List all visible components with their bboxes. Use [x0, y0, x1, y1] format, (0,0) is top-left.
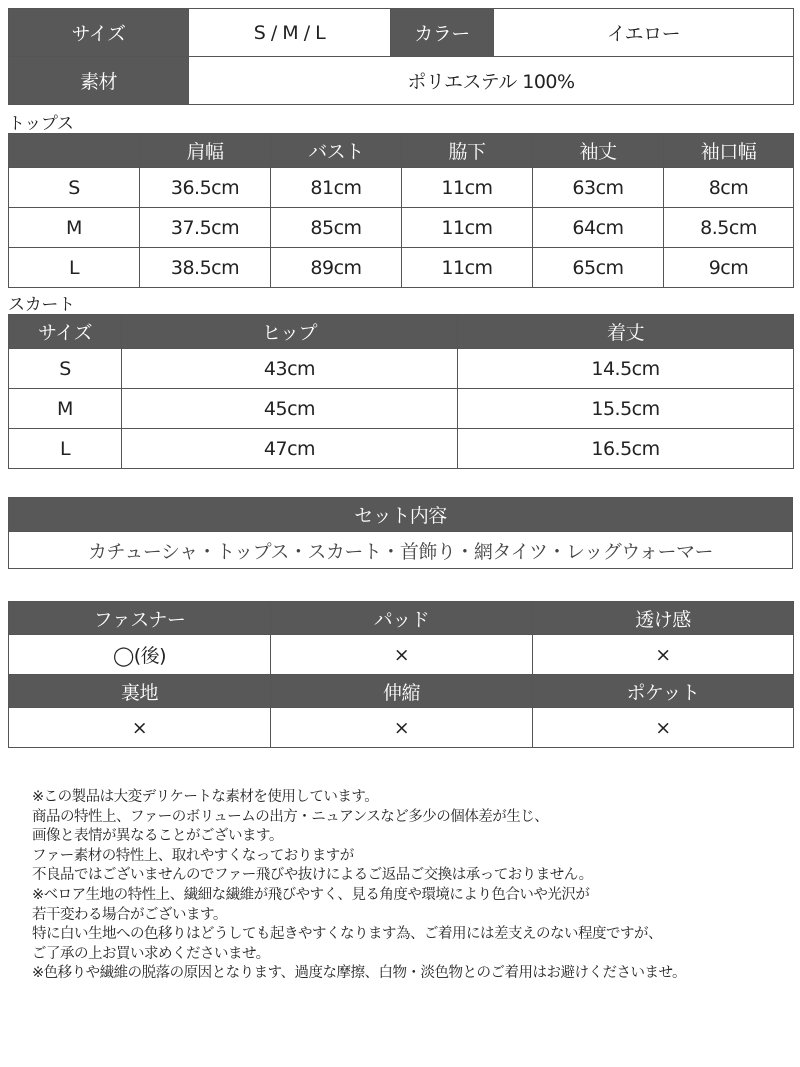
- table-cell: 8.5cm: [664, 208, 794, 248]
- table-cell: 81cm: [271, 168, 402, 208]
- table-row: [9, 349, 794, 389]
- sheerness-value: ×: [533, 635, 794, 675]
- pocket-value: ×: [533, 708, 794, 748]
- table-cell: L: [9, 429, 122, 469]
- pad-label: パッド: [271, 602, 533, 635]
- table-cell: 38.5cm: [140, 248, 271, 288]
- table-cell: 16.5cm: [458, 429, 794, 469]
- table-cell: S: [9, 349, 122, 389]
- zipper-label: ファスナー: [9, 602, 271, 635]
- care-notes: [32, 788, 792, 984]
- note-line: ファー素材の特性上、取れやすくなっておりますが: [32, 847, 354, 864]
- note-line: ※色移りや繊維の脱落の原因となります、過度な摩擦、白物・淡色物とのご着用はお避けくださいませ。: [32, 965, 687, 982]
- material-label: 素材: [9, 57, 189, 105]
- spec-table: [8, 8, 794, 105]
- table-cell: S: [9, 168, 140, 208]
- material-value: ポリエステル 100%: [189, 57, 794, 105]
- tops-header-size: [9, 134, 140, 168]
- tops-header-shoulder: 肩幅: [140, 134, 271, 168]
- size-label: サイズ: [9, 9, 189, 57]
- table-cell: 64cm: [533, 208, 664, 248]
- tops-header-cuff: 袖口幅: [664, 134, 794, 168]
- table-cell: M: [9, 208, 140, 248]
- table-cell: 47cm: [122, 429, 458, 469]
- table-cell: M: [9, 389, 122, 429]
- set-contents-header: セット内容: [9, 498, 793, 532]
- table-cell: 36.5cm: [140, 168, 271, 208]
- pocket-label: ポケット: [533, 675, 794, 708]
- skirt-header-hip: ヒップ: [122, 315, 458, 349]
- table-cell: 11cm: [402, 208, 533, 248]
- tops-header-underarm: 脇下: [402, 134, 533, 168]
- note-line: 商品の特性上、ファーのボリュームの出方・ニュアンスなど多少の個体差が生じ、: [32, 808, 549, 825]
- lining-value: ×: [9, 708, 271, 748]
- set-contents-table: [8, 497, 793, 569]
- table-row: [9, 168, 794, 208]
- table-cell: 37.5cm: [140, 208, 271, 248]
- table-cell: 11cm: [402, 168, 533, 208]
- tops-header-bust: バスト: [271, 134, 402, 168]
- stretch-value: ×: [271, 708, 533, 748]
- table-cell: 15.5cm: [458, 389, 794, 429]
- table-cell: 14.5cm: [458, 349, 794, 389]
- skirt-caption: スカート: [8, 295, 75, 315]
- tops-header-sleeve: 袖丈: [533, 134, 664, 168]
- table-cell: 65cm: [533, 248, 664, 288]
- table-cell: 11cm: [402, 248, 533, 288]
- skirt-header-size: サイズ: [9, 315, 122, 349]
- note-line: ※ベロア生地の特性上、繊細な繊維が飛びやすく、見る角度や環境により色合いや光沢が: [32, 886, 590, 903]
- table-cell: 45cm: [122, 389, 458, 429]
- note-line: 画像と表情が異なることがございます。: [32, 828, 283, 845]
- table-row: [9, 429, 794, 469]
- color-value: イエロー: [494, 9, 794, 57]
- lining-label: 裏地: [9, 675, 271, 708]
- table-row: [9, 248, 794, 288]
- tops-caption: トップス: [8, 114, 74, 134]
- pad-value: ×: [271, 635, 533, 675]
- note-line: 不良品ではございませんのでファー飛びや抜けによるご返品ご交換は承っておりません。: [32, 867, 593, 884]
- table-cell: 89cm: [271, 248, 402, 288]
- sheerness-label: 透け感: [533, 602, 794, 635]
- zipper-value: ◯(後): [9, 635, 271, 675]
- color-label: カラー: [391, 9, 494, 57]
- table-cell: 43cm: [122, 349, 458, 389]
- stretch-label: 伸縮: [271, 675, 533, 708]
- tops-size-table: [8, 133, 794, 288]
- table-row: [9, 389, 794, 429]
- note-line: 特に白い生地への色移りはどうしても起きやすくなります為、ご着用には差支えのない程度ですが、: [32, 926, 662, 943]
- features-table: [8, 601, 794, 748]
- size-value: S / M / L: [189, 9, 391, 57]
- table-cell: 9cm: [664, 248, 794, 288]
- table-cell: 85cm: [271, 208, 402, 248]
- set-contents-value: カチューシャ・トップス・スカート・首飾り・網タイツ・レッグウォーマー: [9, 532, 793, 569]
- table-cell: L: [9, 248, 140, 288]
- skirt-size-table: [8, 314, 794, 469]
- note-line: ご了承の上お買い求めくださいませ。: [32, 945, 270, 962]
- skirt-header-length: 着丈: [458, 315, 794, 349]
- table-row: [9, 208, 794, 248]
- table-cell: 8cm: [664, 168, 794, 208]
- table-cell: 63cm: [533, 168, 664, 208]
- note-line: ※この製品は大変デリケートな素材を使用しています。: [32, 789, 379, 805]
- note-line: 若干変わる場合がございます。: [32, 906, 227, 923]
